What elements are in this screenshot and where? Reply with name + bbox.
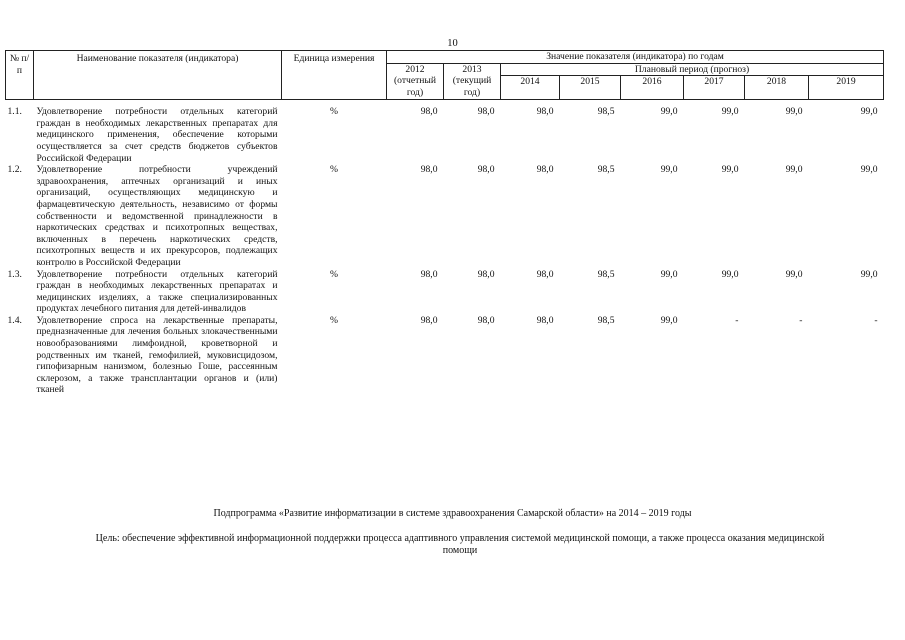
goal-text: Цель: обеспечение эффективной информационной поддержки процесса адаптивного управления системой медицинской помощи, а также процесса оказания медицинской помощи: [95, 533, 825, 556]
table-row: [6, 269, 884, 315]
value-2014: 98,0: [536, 164, 554, 176]
row-number: 1.1.: [7, 106, 22, 118]
header-unit: Единица измерения: [282, 51, 387, 100]
value-2016: 99,0: [660, 268, 678, 280]
value-2018: 99,0: [785, 268, 803, 280]
row-number: 1.4.: [7, 314, 22, 326]
value-2014: 98,0: [536, 314, 554, 326]
indicators-table: [5, 50, 884, 396]
header-year-2018: 2018: [745, 76, 809, 100]
value-2015: 98,5: [597, 164, 615, 176]
value-2013: 98,0: [477, 268, 495, 280]
value-2016: 99,0: [660, 106, 678, 118]
header-year-2015: 2015: [560, 76, 621, 100]
row-number: 1.3.: [7, 268, 22, 280]
indicator-name: Удовлетворение потребности учреждений здравоохранения, аптечных организаций и иных организаций, осуществляющих медицинскую и фармацевтическую деятельность, независимо от формы собственности и ведомственной принадлежности в наркотических средствах и психотропных веществах, включенных в перечень наркотических средств, психотропных веществ и их прекурсоров, подлежащих контролю в Российской Федерации: [36, 164, 278, 268]
header-plan-period: Плановый период (прогноз): [501, 63, 884, 76]
value-2019: 99,0: [860, 106, 878, 118]
value-2016: 99,0: [660, 164, 678, 176]
value-2019: 99,0: [860, 164, 878, 176]
indicator-name: Удовлетворение потребности отдельных категорий граждан в необходимых лекарственных препаратах и медицинских изделиях, а также специализированных продуктах лечебного питания для детей-инвалидов: [36, 268, 278, 315]
value-2018: 99,0: [785, 164, 803, 176]
value-2018: -: [799, 314, 803, 326]
unit-cell: %: [330, 268, 338, 280]
value-2017: -: [735, 314, 739, 326]
header-year-2014: 2014: [501, 76, 560, 100]
value-2017: 99,0: [721, 106, 739, 118]
subprogram-title: Подпрограмма «Развитие информатизации в системе здравоохранения Самарской области» на 2014 – 2019 годы: [213, 508, 692, 519]
value-2015: 98,5: [597, 268, 615, 280]
header-year-2016: 2016: [621, 76, 684, 100]
header-year-2019: 2019: [809, 76, 884, 100]
value-2012: 98,0: [420, 106, 438, 118]
header-year-2013: 2013 (текущий год): [444, 63, 501, 100]
table-row: [6, 106, 884, 164]
value-2019: -: [874, 314, 878, 326]
header-name: Наименование показателя (индикатора): [34, 51, 282, 100]
value-2012: 98,0: [420, 268, 438, 280]
value-2013: 98,0: [477, 106, 495, 118]
table-row: [6, 315, 884, 396]
value-2017: 99,0: [721, 164, 739, 176]
unit-cell: %: [330, 106, 338, 118]
unit-cell: %: [330, 164, 338, 176]
value-2014: 98,0: [536, 268, 554, 280]
value-2012: 98,0: [420, 164, 438, 176]
unit-cell: %: [330, 314, 338, 326]
value-2014: 98,0: [536, 106, 554, 118]
value-2013: 98,0: [477, 314, 495, 326]
indicator-name: Удовлетворение потребности отдельных категорий граждан в необходимых лекарственных препаратах для медицинского применения, обеспечение которыми осуществляется за счет средств бюджетов субъектов Российской Федерации: [36, 106, 278, 164]
value-2016: 99,0: [660, 314, 678, 326]
value-2013: 98,0: [477, 164, 495, 176]
value-2015: 98,5: [597, 106, 615, 118]
header-values-group: Значение показателя (индикатора) по годам: [387, 51, 884, 64]
value-2012: 98,0: [420, 314, 438, 326]
header-year-2017: 2017: [684, 76, 745, 100]
value-2015: 98,5: [597, 314, 615, 326]
value-2017: 99,0: [721, 268, 739, 280]
header-num: № п/п: [6, 51, 34, 100]
indicator-name: Удовлетворение спроса на лекарственные препараты, предназначенные для лечения больных злокачественными новообразованиями лимфоидной, кроветворной и родственных им тканей, гемофилией, муковисцидозом, гипофизарным нанизмом, болезнью Гоше, рассеянным склерозом, а также трансплантации органов и (или) тканей: [36, 314, 278, 396]
value-2019: 99,0: [860, 268, 878, 280]
page-number: 10: [447, 38, 458, 49]
table-row: [6, 164, 884, 268]
row-number: 1.2.: [7, 164, 22, 176]
header-year-2012: 2012 (отчетный год): [387, 63, 444, 100]
value-2018: 99,0: [785, 106, 803, 118]
